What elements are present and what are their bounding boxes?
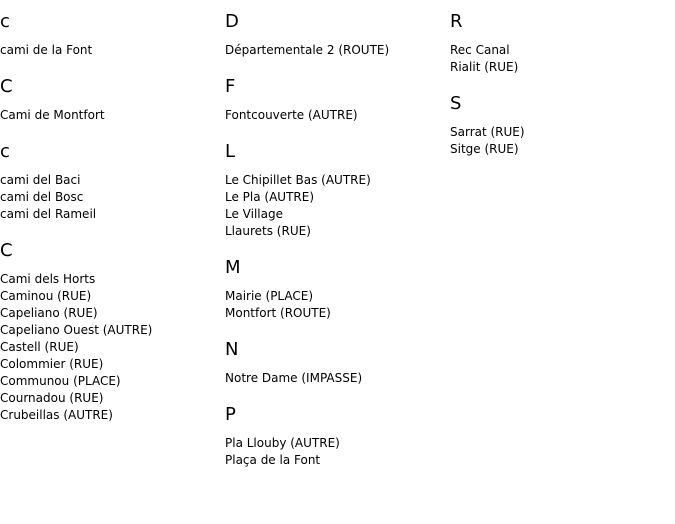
- street-link[interactable]: Capeliano Ouest (AUTRE): [0, 323, 153, 337]
- index-column-1: [0, 11, 222, 441]
- street-link[interactable]: Pla Llouby (AUTRE): [225, 436, 340, 450]
- street-link[interactable]: Cami dels Horts: [0, 272, 96, 286]
- street-link[interactable]: Fontcouverte (AUTRE): [225, 108, 358, 122]
- letter-group: [450, 93, 672, 158]
- group-letter-heading: C: [0, 240, 13, 261]
- letter-group: [0, 11, 222, 59]
- group-letter-heading: P: [225, 404, 236, 425]
- street-link[interactable]: Notre Dame (IMPASSE): [225, 371, 363, 385]
- street-list: [0, 271, 222, 424]
- street-list: [0, 42, 222, 59]
- street-link[interactable]: Mairie (PLACE): [225, 289, 314, 303]
- letter-group: [225, 76, 447, 124]
- street-link[interactable]: Plaça de la Font: [225, 453, 321, 467]
- street-link[interactable]: Départementale 2 (ROUTE): [225, 43, 390, 57]
- letter-group: [225, 257, 447, 322]
- index-column-3: [450, 11, 672, 175]
- street-link[interactable]: Crubeillas (AUTRE): [0, 408, 113, 422]
- street-link[interactable]: Capeliano (RUE): [0, 306, 98, 320]
- street-list: [225, 435, 447, 469]
- street-link[interactable]: Sitge (RUE): [450, 142, 519, 156]
- group-letter-heading: c: [0, 11, 10, 32]
- street-list: [225, 370, 447, 387]
- street-link[interactable]: cami del Rameil: [0, 207, 97, 221]
- street-link[interactable]: Le Chipillet Bas (AUTRE): [225, 173, 371, 187]
- street-list: [225, 172, 447, 240]
- group-letter-heading: D: [225, 11, 239, 32]
- letter-group: [0, 141, 222, 223]
- street-link[interactable]: Cournadou (RUE): [0, 391, 104, 405]
- street-list: [225, 107, 447, 124]
- letter-group: [0, 76, 222, 124]
- street-link[interactable]: Le Village: [225, 207, 283, 221]
- letter-group: [0, 240, 222, 424]
- group-letter-heading: C: [0, 76, 13, 97]
- index-column-2: [225, 11, 447, 486]
- street-link[interactable]: Colommier (RUE): [0, 357, 104, 371]
- street-link[interactable]: Caminou (RUE): [0, 289, 92, 303]
- group-letter-heading: S: [450, 93, 462, 114]
- group-letter-heading: N: [225, 339, 239, 360]
- street-link[interactable]: cami del Baci: [0, 173, 81, 187]
- letter-group: [225, 11, 447, 59]
- street-link[interactable]: Castell (RUE): [0, 340, 79, 354]
- street-list: [450, 124, 672, 158]
- street-list: [0, 172, 222, 223]
- group-letter-heading: M: [225, 257, 241, 278]
- group-letter-heading: R: [450, 11, 463, 32]
- street-link[interactable]: Rialit (RUE): [450, 60, 519, 74]
- street-link[interactable]: Communou (PLACE): [0, 374, 121, 388]
- street-link[interactable]: Le Pla (AUTRE): [225, 190, 315, 204]
- letter-group: [225, 141, 447, 240]
- group-letter-heading: c: [0, 141, 10, 162]
- street-link[interactable]: cami de la Font: [0, 43, 93, 57]
- street-link[interactable]: Llaurets (RUE): [225, 224, 311, 238]
- street-list: [225, 42, 447, 59]
- street-list: [225, 288, 447, 322]
- street-list: [450, 42, 672, 76]
- street-list: [0, 107, 222, 124]
- group-letter-heading: L: [225, 141, 236, 162]
- letter-group: [450, 11, 672, 76]
- street-link[interactable]: Cami de Montfort: [0, 108, 105, 122]
- street-link[interactable]: cami del Bosc: [0, 190, 84, 204]
- group-letter-heading: F: [225, 76, 236, 97]
- street-link[interactable]: Montfort (ROUTE): [225, 306, 331, 320]
- letter-group: [225, 339, 447, 387]
- street-link[interactable]: Sarrat (RUE): [450, 125, 525, 139]
- letter-group: [225, 404, 447, 469]
- street-link[interactable]: Rec Canal: [450, 43, 510, 57]
